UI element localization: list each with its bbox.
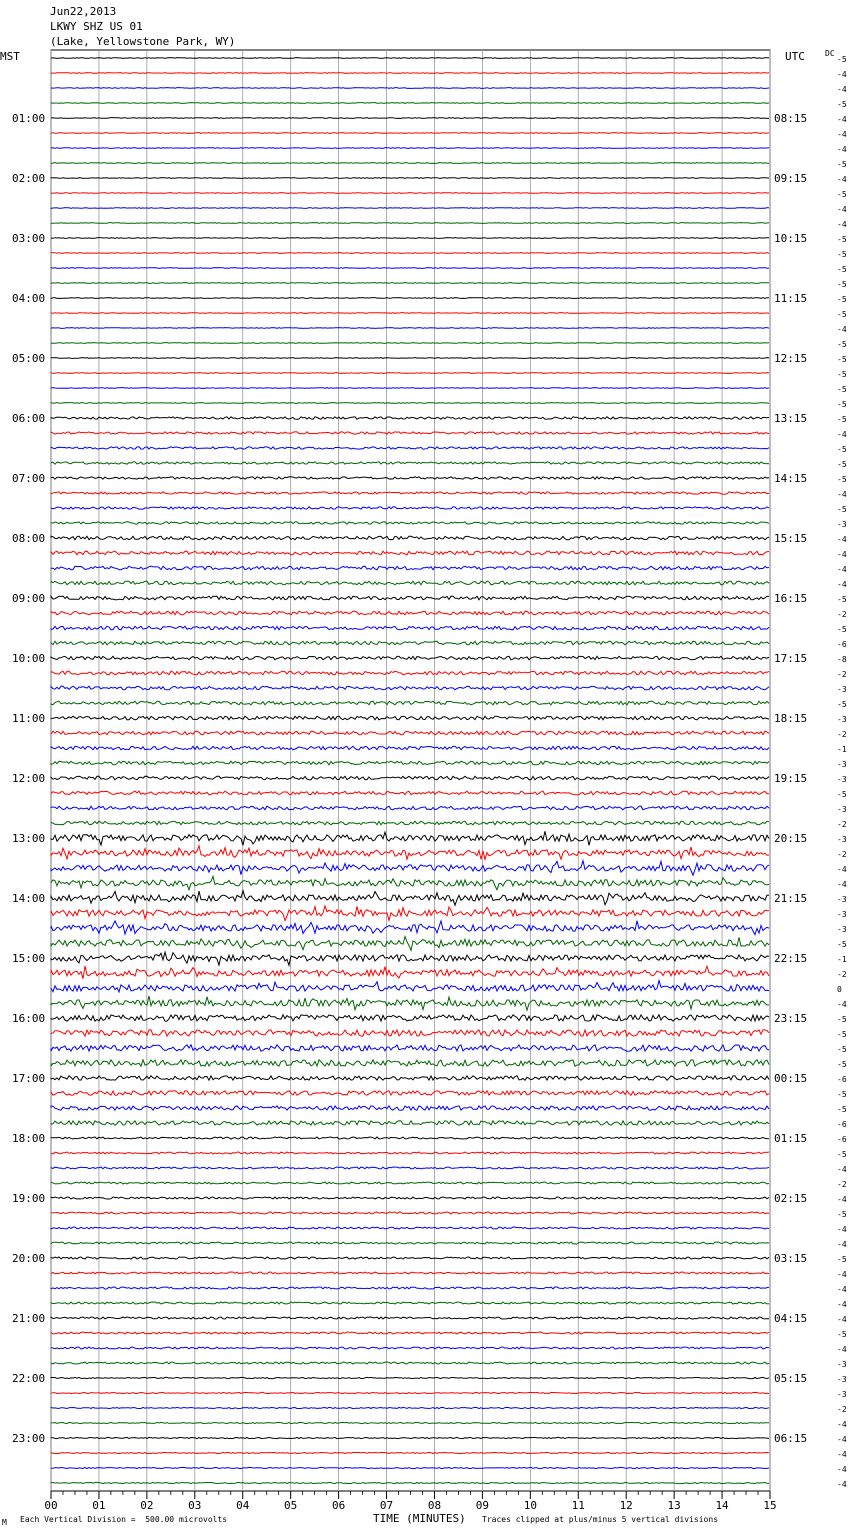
right-hour-label: 22:15	[774, 952, 808, 965]
dc-offset-label: -4	[837, 70, 847, 79]
seismic-trace	[51, 1227, 769, 1229]
dc-offset-label: -4	[837, 1315, 847, 1324]
left-hour-label: 08:00	[12, 532, 46, 545]
seismic-trace	[51, 193, 769, 194]
x-tick-label: 02	[140, 1499, 154, 1512]
dc-offset-label: -5	[837, 1045, 847, 1054]
seismic-trace	[51, 1302, 769, 1304]
dc-offset-label: -4	[837, 1225, 847, 1234]
seismic-trace	[51, 1347, 769, 1349]
footer-scale: Each Vertical Division = 500.00 microvolts	[20, 1515, 228, 1524]
dc-offset-label: -4	[837, 205, 847, 214]
seismic-trace	[51, 1197, 769, 1199]
seismic-trace	[51, 477, 769, 479]
dc-offset-label: -3	[837, 685, 847, 694]
seismic-trace	[51, 1242, 769, 1244]
dc-offset-label: -4	[837, 1465, 847, 1474]
seismic-trace	[51, 148, 769, 149]
dc-offset-label: -5	[837, 100, 847, 109]
dc-offset-label: -3	[837, 1390, 847, 1399]
dc-offset-label: -6	[837, 1120, 847, 1129]
dc-offset-label: -5	[837, 235, 847, 244]
dc-offset-label: -5	[837, 1060, 847, 1069]
seismic-trace	[51, 1212, 769, 1214]
right-hour-label: 18:15	[774, 712, 808, 725]
dc-offset-label: -5	[837, 595, 847, 604]
dc-offset-label: -4	[837, 880, 847, 889]
x-tick-label: 10	[523, 1499, 537, 1512]
seismic-trace	[51, 831, 769, 845]
dc-offset-label: -3	[837, 1360, 847, 1369]
x-axis-title: TIME (MINUTES)	[373, 1512, 466, 1525]
seismic-trace	[51, 343, 769, 344]
dc-offset-label: -4	[837, 1165, 847, 1174]
left-hour-label: 23:00	[12, 1432, 46, 1445]
left-hour-label: 12:00	[12, 772, 46, 785]
dc-offset-label: -5	[837, 310, 847, 319]
dc-offset-label: -4	[837, 1240, 847, 1249]
dc-offset-label: -4	[837, 85, 847, 94]
footer-clip-note: Traces clipped at plus/minus 5 vertical divisions	[482, 1515, 719, 1524]
dc-offset-label: -2	[837, 850, 847, 859]
seismic-trace	[51, 238, 769, 239]
left-hour-label: 18:00	[12, 1132, 46, 1145]
right-hour-label: 05:15	[774, 1372, 808, 1385]
x-tick-label: 06	[331, 1499, 346, 1512]
seismic-trace	[51, 1106, 769, 1110]
seismic-trace	[51, 1030, 769, 1036]
x-tick-label: 08	[427, 1499, 442, 1512]
seismic-trace	[51, 656, 769, 660]
seismic-trace	[51, 1362, 769, 1364]
dc-offset-label: -5	[837, 355, 847, 364]
right-hour-label: 03:15	[774, 1252, 808, 1265]
dc-offset-label: -4	[837, 145, 847, 154]
dc-offset-label: -2	[837, 670, 847, 679]
left-hour-label: 11:00	[12, 712, 46, 725]
left-hour-label: 07:00	[12, 472, 46, 485]
seismic-trace	[51, 223, 769, 224]
dc-offset-label: -5	[837, 340, 847, 349]
left-timezone-label: MST	[0, 50, 20, 63]
header-station: LKWY SHZ US 01	[50, 20, 143, 33]
dc-offset-label: -4	[837, 1345, 847, 1354]
x-tick-label: 13	[667, 1499, 681, 1512]
right-hour-label: 01:15	[774, 1132, 808, 1145]
seismic-trace	[51, 1167, 769, 1169]
seismic-trace	[51, 891, 769, 906]
dc-offset-label: -5	[837, 700, 847, 709]
left-hour-label: 01:00	[12, 112, 46, 125]
left-hour-label: 05:00	[12, 352, 46, 365]
x-tick-label: 11	[571, 1499, 585, 1512]
dc-offset-label: -2	[837, 730, 847, 739]
dc-offset-label: -5	[837, 1030, 847, 1039]
seismic-trace	[51, 776, 769, 780]
left-hour-label: 06:00	[12, 412, 46, 425]
seismic-trace	[51, 73, 769, 74]
x-tick-label: 00	[44, 1499, 58, 1512]
seismic-trace	[51, 1060, 769, 1066]
left-hour-label: 16:00	[12, 1012, 46, 1025]
dc-offset-label: -5	[837, 940, 847, 949]
seismic-trace	[51, 906, 769, 921]
seismic-trace	[51, 536, 769, 540]
dc-offset-label: -5	[837, 280, 847, 289]
dc-offset-label: -4	[837, 565, 847, 574]
seismic-trace	[51, 388, 769, 389]
dc-offset-label: -5	[837, 370, 847, 379]
seismic-trace	[51, 1437, 769, 1438]
right-hour-label: 08:15	[774, 112, 808, 125]
dc-offset-label: -5	[837, 1255, 847, 1264]
x-tick-label: 03	[188, 1499, 202, 1512]
seismic-trace	[51, 806, 769, 810]
header-location: (Lake, Yellowstone Park, WY)	[50, 35, 236, 48]
seismic-trace	[51, 253, 769, 254]
dc-offset-label: -1	[837, 955, 847, 964]
right-hour-label: 10:15	[774, 232, 808, 245]
seismic-trace	[51, 432, 769, 434]
right-hour-label: 06:15	[774, 1432, 808, 1445]
x-tick-label: 09	[475, 1499, 490, 1512]
left-hour-label: 19:00	[12, 1192, 46, 1205]
dc-offset-label: -5	[837, 1150, 847, 1159]
seismic-trace	[51, 1422, 769, 1423]
dc-offset-label: -2	[837, 820, 847, 829]
left-hour-label: 04:00	[12, 292, 46, 305]
dc-offset-label: -5	[837, 415, 847, 424]
dc-offset-label: -2	[837, 1405, 847, 1414]
seismic-trace	[51, 1076, 769, 1080]
right-hour-label: 17:15	[774, 652, 808, 665]
dc-offset-label: -4	[837, 580, 847, 589]
dc-offset-label: -3	[837, 520, 847, 529]
left-hour-label: 20:00	[12, 1252, 46, 1265]
dc-offset-label: -3	[837, 775, 847, 784]
dc-offset-label: -3	[837, 805, 847, 814]
left-hour-label: 22:00	[12, 1372, 46, 1385]
seismic-trace	[51, 1137, 769, 1139]
plot-frame	[51, 50, 770, 1491]
x-tick-label: 01	[92, 1499, 106, 1512]
seismic-trace	[51, 551, 769, 555]
dc-offset-label: -3	[837, 910, 847, 919]
seismic-trace	[51, 581, 769, 585]
x-tick-label: 05	[284, 1499, 298, 1512]
right-hour-label: 14:15	[774, 472, 808, 485]
seismic-trace	[51, 1482, 769, 1483]
seismic-trace	[51, 1152, 769, 1154]
seismic-trace	[51, 1091, 769, 1095]
seismic-trace	[51, 328, 769, 329]
left-hour-label: 10:00	[12, 652, 46, 665]
seismic-trace	[51, 686, 769, 690]
left-hour-label: 15:00	[12, 952, 46, 965]
seismic-trace	[51, 1467, 769, 1468]
right-hour-label: 09:15	[774, 172, 808, 185]
dc-offset-label: -2	[837, 610, 847, 619]
seismic-trace	[51, 283, 769, 284]
seismic-trace	[51, 937, 769, 951]
dc-offset-label: -6	[837, 1135, 847, 1144]
seismic-trace	[51, 611, 769, 615]
dc-offset-label: -3	[837, 715, 847, 724]
seismic-trace	[51, 1287, 769, 1289]
seismic-trace	[51, 417, 769, 419]
dc-offset-label: -5	[837, 55, 847, 64]
seismic-trace	[51, 447, 769, 449]
x-tick-label: 14	[715, 1499, 729, 1512]
seismic-trace	[51, 507, 769, 509]
x-tick-label: 07	[379, 1499, 394, 1512]
seismic-trace	[51, 1377, 769, 1378]
right-hour-label: 16:15	[774, 592, 808, 605]
seismic-trace	[51, 566, 769, 570]
left-hour-label: 14:00	[12, 892, 46, 905]
seismic-trace	[51, 701, 769, 705]
right-hour-label: 04:15	[774, 1312, 808, 1325]
footer-mark: M	[2, 1518, 7, 1527]
dc-offset-label: -4	[837, 865, 847, 874]
right-hour-label: 12:15	[774, 352, 808, 365]
seismic-trace	[51, 716, 769, 720]
dc-offset-label: -4	[837, 325, 847, 334]
seismic-trace	[51, 268, 769, 269]
seismic-trace	[51, 1272, 769, 1274]
dc-offset-label: -4	[837, 535, 847, 544]
right-hour-label: 21:15	[774, 892, 808, 905]
dc-offset-label: -4	[837, 1420, 847, 1429]
seismic-trace	[51, 1182, 769, 1184]
seismic-trace	[51, 966, 769, 979]
seismic-trace	[51, 358, 769, 359]
x-tick-label: 04	[236, 1499, 250, 1512]
seismic-trace	[51, 746, 769, 750]
seismic-trace	[51, 1317, 769, 1319]
dc-offset-label: -5	[837, 385, 847, 394]
right-hour-label: 23:15	[774, 1012, 808, 1025]
seismic-trace	[51, 178, 769, 179]
seismic-trace	[51, 791, 769, 795]
seismic-trace	[51, 1392, 769, 1393]
right-hour-label: 02:15	[774, 1192, 808, 1205]
seismic-trace	[51, 403, 769, 404]
header-date: Jun22,2013	[50, 5, 117, 18]
seismic-trace	[51, 1332, 769, 1334]
dc-offset-label: -4	[837, 430, 847, 439]
dc-offset-label: -5	[837, 445, 847, 454]
right-hour-label: 11:15	[774, 292, 808, 305]
seismic-trace	[51, 1045, 769, 1051]
x-tick-label: 12	[619, 1499, 633, 1512]
dc-offset-label: -4	[837, 1480, 847, 1489]
dc-offset-label: -4	[837, 1000, 847, 1009]
seismic-trace	[51, 1015, 769, 1021]
dc-offset-label: -3	[837, 760, 847, 769]
seismic-trace	[51, 313, 769, 314]
seismic-trace	[51, 208, 769, 209]
dc-offset-label: -5	[837, 400, 847, 409]
dc-offset-label: -3	[837, 895, 847, 904]
seismic-trace	[51, 641, 769, 645]
dc-offset-label: -4	[837, 1285, 847, 1294]
dc-offset-label: -4	[837, 1195, 847, 1204]
dc-offset-label: -5	[837, 265, 847, 274]
dc-offset-label: -5	[837, 790, 847, 799]
dc-offset-label: -4	[837, 1300, 847, 1309]
left-hour-label: 17:00	[12, 1072, 46, 1085]
dc-offset-label: -5	[837, 250, 847, 259]
dc-offset-label: -5	[837, 1105, 847, 1114]
dc-offset-label: -4	[837, 550, 847, 559]
seismic-trace	[51, 1257, 769, 1259]
dc-offset-label: -5	[837, 625, 847, 634]
left-hour-label: 21:00	[12, 1312, 46, 1325]
seismic-trace	[51, 88, 769, 89]
dc-offset-label: -4	[837, 220, 847, 229]
dc-offset-label: -1	[837, 745, 847, 754]
dc-offset-label: -5	[837, 460, 847, 469]
left-hour-label: 09:00	[12, 592, 46, 605]
seismic-trace	[51, 492, 769, 494]
seismic-trace	[51, 821, 769, 825]
dc-offset-label: -5	[837, 505, 847, 514]
seismic-trace	[51, 996, 769, 1010]
dc-offset-label: -5	[837, 295, 847, 304]
dc-offset-label: -4	[837, 130, 847, 139]
dc-offset-label: -5	[837, 1210, 847, 1219]
dc-offset-label: -5	[837, 1330, 847, 1339]
seismic-trace	[51, 1121, 769, 1125]
seismic-trace	[51, 981, 769, 993]
x-tick-label: 15	[763, 1499, 777, 1512]
dc-offset-label: -4	[837, 1270, 847, 1279]
dc-offset-label: -8	[837, 655, 847, 664]
right-hour-label: 20:15	[774, 832, 808, 845]
seismic-trace	[51, 118, 769, 119]
seismic-trace	[51, 103, 769, 104]
right-hour-label: 13:15	[774, 412, 808, 425]
dc-offset-label: -6	[837, 1075, 847, 1084]
dc-offset-label: 0	[837, 985, 842, 994]
dc-offset-label: -5	[837, 190, 847, 199]
dc-offset-label: -5	[837, 1090, 847, 1099]
seismic-trace	[51, 876, 769, 889]
seismic-trace	[51, 462, 769, 464]
right-hour-label: 15:15	[774, 532, 808, 545]
dc-offset-label: -2	[837, 970, 847, 979]
dc-offset-label: -6	[837, 640, 847, 649]
dc-label: DC	[825, 49, 835, 58]
seismic-trace	[51, 861, 769, 875]
seismic-trace	[51, 921, 769, 935]
dc-offset-label: -2	[837, 1180, 847, 1189]
dc-offset-label: -5	[837, 1015, 847, 1024]
seismic-trace	[51, 952, 769, 965]
seismic-trace	[51, 133, 769, 134]
right-hour-label: 19:15	[774, 772, 808, 785]
dc-offset-label: -5	[837, 160, 847, 169]
dc-offset-label: -5	[837, 475, 847, 484]
seismic-trace	[51, 522, 769, 524]
left-hour-label: 02:00	[12, 172, 46, 185]
seismic-trace	[51, 58, 769, 59]
seismic-trace	[51, 846, 769, 860]
dc-offset-label: -3	[837, 1375, 847, 1384]
seismic-trace	[51, 626, 769, 630]
seismic-trace	[51, 731, 769, 735]
left-hour-label: 13:00	[12, 832, 46, 845]
seismic-trace	[51, 671, 769, 675]
dc-offset-label: -4	[837, 175, 847, 184]
dc-offset-label: -4	[837, 1450, 847, 1459]
seismic-trace	[51, 373, 769, 374]
dc-offset-label: -4	[837, 115, 847, 124]
seismic-trace	[51, 596, 769, 600]
left-hour-label: 03:00	[12, 232, 46, 245]
seismic-trace	[51, 1452, 769, 1453]
seismic-trace	[51, 163, 769, 164]
seismic-trace	[51, 1407, 769, 1408]
seismic-trace	[51, 298, 769, 299]
dc-offset-label: -3	[837, 925, 847, 934]
dc-offset-label: -4	[837, 490, 847, 499]
dc-offset-label: -4	[837, 1435, 847, 1444]
seismic-trace	[51, 761, 769, 765]
dc-offset-label: -3	[837, 835, 847, 844]
right-timezone-label: UTC	[785, 50, 805, 63]
right-hour-label: 00:15	[774, 1072, 808, 1085]
